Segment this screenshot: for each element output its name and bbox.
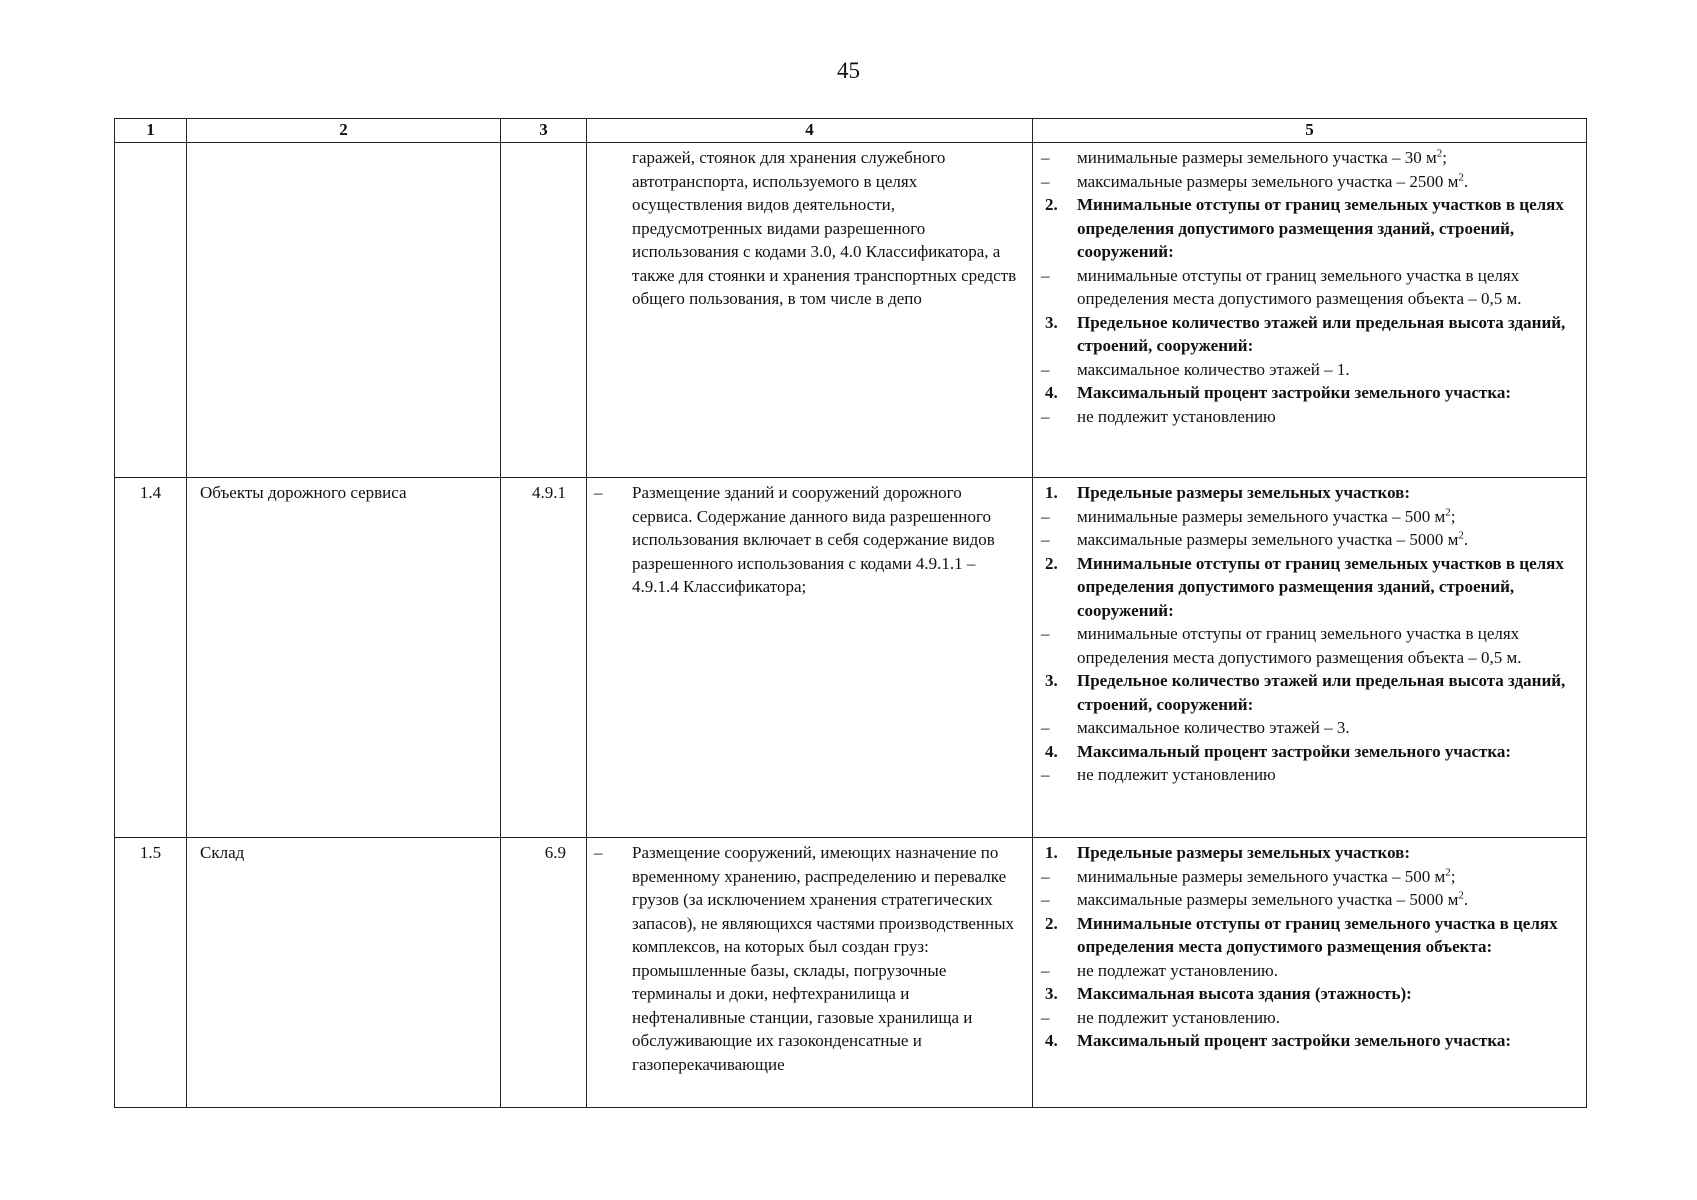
- parameter-text: Максимальный процент застройки земельного участка:: [1077, 741, 1512, 761]
- parameter-marker: –: [1041, 890, 1050, 909]
- parameter-text-wrap: [1077, 170, 1580, 194]
- parameter-text: Максимальный процент застройки земельного участка:: [1077, 1031, 1512, 1050]
- object-name-cell: Склад: [187, 838, 501, 1108]
- parameter-marker: 1.: [1045, 843, 1058, 862]
- parameter-marker: –: [1041, 1007, 1050, 1027]
- row-number-cell: [115, 143, 187, 478]
- parameter-marker: 3.: [1045, 984, 1058, 1003]
- parameter-tail: .: [1463, 530, 1469, 549]
- parameter-text-wrap: [1077, 481, 1580, 505]
- parameter-heading: [1041, 740, 1580, 764]
- description-text: Размещение зданий и сооружений дорожного сервиса. Содержание данного вида разрешенного использования включает в себя содержание видов разрешенного использования с кодами 4.9.1.1 – 4.9.1.4 Классификатора;: [632, 483, 995, 596]
- parameter-tail: .: [1463, 890, 1469, 909]
- parameter-text-wrap: [1077, 146, 1580, 170]
- parameter-text-wrap: [1077, 381, 1580, 405]
- parameter-item: [1041, 716, 1580, 740]
- column-header: 1: [115, 119, 187, 143]
- parameter-text-wrap: [1077, 740, 1580, 764]
- parameter-item: [1041, 622, 1580, 669]
- parameter-text: максимальные размеры земельного участка – 2500 м: [1077, 171, 1459, 191]
- parameter-heading: [1041, 381, 1580, 405]
- parameter-marker: 4.: [1045, 1031, 1058, 1050]
- parameter-marker: –: [1041, 171, 1050, 191]
- parameter-heading: [1041, 912, 1580, 959]
- parameter-marker: 3.: [1045, 671, 1058, 690]
- parameter-text: максимальные размеры земельного участка – 5000 м: [1077, 530, 1459, 549]
- parameter-text-wrap: [1077, 841, 1580, 865]
- parameter-text-wrap: [1077, 264, 1580, 311]
- parameter-tail: .: [1463, 171, 1469, 191]
- parameter-text-wrap: [1077, 622, 1580, 669]
- parameter-text-wrap: [1077, 888, 1580, 912]
- parameter-text: Минимальные отступы от границ земельного участка в целях определения места допустимого размещения объекта:: [1077, 913, 1558, 956]
- column-header: 2: [187, 119, 501, 143]
- description-marker: –: [594, 843, 603, 862]
- parameter-text: минимальные отступы от границ земельного участка в целях определения места допустимого размещения объекта – 0,5 м.: [1077, 624, 1522, 667]
- parameter-item: [1041, 1006, 1580, 1030]
- parameter-text: Предельные размеры земельных участков:: [1077, 843, 1411, 862]
- parameter-heading: [1041, 481, 1580, 505]
- parameter-tail: ;: [1450, 506, 1456, 526]
- parameter-text-wrap: [1077, 763, 1580, 787]
- parameter-text-wrap: [1077, 669, 1580, 716]
- parameters-cell: [1033, 478, 1587, 838]
- parameter-marker: 4.: [1045, 383, 1058, 402]
- description-text: гаражей, стоянок для хранения служебного автотранспорта, используемого в целях осуществления видов деятельности, предусмотренных видами разрешенного использования с кодами 3.0, 4.0 Классификатора, а также для стоянки и хранения транспортных средств общего пользования, в том числе в депо: [632, 148, 1017, 308]
- parameter-item: [1041, 358, 1580, 382]
- parameter-heading: [1041, 841, 1580, 865]
- table-row: [115, 478, 1587, 838]
- parameter-text-wrap: [1077, 716, 1580, 740]
- superscript: 2: [1445, 865, 1451, 878]
- object-name-cell: [187, 143, 501, 478]
- parameter-heading: [1041, 982, 1580, 1006]
- parameter-text-wrap: [1077, 1006, 1580, 1030]
- code-cell: [501, 143, 587, 478]
- row-number-cell: 1.5: [115, 838, 187, 1108]
- superscript: 2: [1445, 505, 1451, 518]
- description-item: [594, 481, 1022, 599]
- row-number-cell: 1.4: [115, 478, 187, 838]
- parameter-marker: –: [1041, 148, 1050, 167]
- column-header: 5: [1033, 119, 1587, 143]
- parameter-text: максимальное количество этажей – 3.: [1077, 718, 1350, 737]
- parameter-text: максимальные размеры земельного участка – 5000 м: [1077, 890, 1459, 909]
- parameter-text-wrap: [1077, 982, 1580, 1006]
- parameter-marker: –: [1041, 960, 1050, 980]
- parameter-text: минимальные размеры земельного участка – 30 м: [1077, 148, 1437, 167]
- parameter-marker: –: [1041, 265, 1050, 285]
- column-header: 3: [501, 119, 587, 143]
- superscript: 2: [1458, 170, 1464, 183]
- table-row: [115, 838, 1587, 1108]
- parameter-heading: [1041, 1029, 1580, 1053]
- parameter-marker: 1.: [1045, 483, 1058, 502]
- parameter-marker: –: [1041, 718, 1050, 737]
- parameter-text-wrap: [1077, 528, 1580, 552]
- description-cell: [587, 478, 1033, 838]
- parameter-text-wrap: [1077, 311, 1580, 358]
- parameter-text-wrap: [1077, 912, 1580, 959]
- parameter-tail: ;: [1450, 866, 1456, 886]
- parameter-heading: [1041, 193, 1580, 264]
- parameter-text-wrap: [1077, 959, 1580, 983]
- parameter-item: [1041, 959, 1580, 983]
- parameter-text: Максимальный процент застройки земельного участка:: [1077, 383, 1512, 402]
- parameter-marker: 4.: [1045, 741, 1058, 761]
- parameter-item: [1041, 505, 1580, 529]
- description-marker: [594, 146, 632, 311]
- parameter-item: [1041, 405, 1580, 429]
- parameter-text-wrap: [1077, 1029, 1580, 1053]
- description-cell: [587, 838, 1033, 1108]
- description-item: [594, 841, 1022, 1076]
- parameter-text-wrap: [1077, 405, 1580, 429]
- parameter-text-wrap: [1077, 193, 1580, 264]
- parameter-item: [1041, 763, 1580, 787]
- parameter-text-wrap: [1077, 865, 1580, 889]
- parameter-text: Максимальная высота здания (этажность):: [1077, 984, 1412, 1003]
- parameter-marker: –: [1041, 624, 1050, 643]
- parameter-item: [1041, 170, 1580, 194]
- parameter-text: Предельное количество этажей или предельная высота зданий, строений, сооружений:: [1077, 312, 1566, 355]
- parameter-marker: –: [1041, 359, 1050, 379]
- superscript: 2: [1458, 529, 1464, 542]
- parameter-text-wrap: [1077, 358, 1580, 382]
- column-header: 4: [587, 119, 1033, 143]
- parameter-item: [1041, 146, 1580, 170]
- parameter-item: [1041, 264, 1580, 311]
- table-header-row: [115, 119, 1587, 143]
- object-name-cell: Объекты дорожного сервиса: [187, 478, 501, 838]
- description-item: [594, 146, 1022, 311]
- parameter-marker: 2.: [1045, 913, 1058, 933]
- parameter-item: [1041, 865, 1580, 889]
- parameter-text: не подлежат установлению.: [1077, 960, 1279, 980]
- parameter-text: минимальные размеры земельного участка – 500 м: [1077, 506, 1446, 526]
- parameter-item: [1041, 888, 1580, 912]
- code-cell: 4.9.1: [501, 478, 587, 838]
- parameter-text: Предельные размеры земельных участков:: [1077, 483, 1411, 502]
- parameter-heading: [1041, 552, 1580, 623]
- parameter-heading: [1041, 669, 1580, 716]
- parameter-marker: –: [1041, 866, 1050, 886]
- parameter-marker: 3.: [1045, 312, 1058, 332]
- parameter-text: максимальное количество этажей – 1.: [1077, 359, 1350, 379]
- parameters-cell: [1033, 143, 1587, 478]
- parameter-tail: ;: [1442, 148, 1447, 167]
- regulations-table: [114, 118, 1587, 1108]
- description-cell: [587, 143, 1033, 478]
- superscript: 2: [1436, 147, 1443, 160]
- description-text: Размещение сооружений, имеющих назначение по временному хранению, распределению и перевалке грузов (за исключением хранения стратегических запасов), не являющихся частями производственных комплексов, на которых был создан груз: промышленные базы, склады, погрузочные терминалы и доки, нефтехранилища и нефтеналивные станции, газовые хранилища и обслуживающие их газоконденсатные и газоперекачивающие: [632, 843, 1015, 1074]
- parameter-marker: 2.: [1045, 553, 1058, 573]
- parameters-cell: [1033, 838, 1587, 1108]
- parameter-text: минимальные размеры земельного участка – 500 м: [1077, 866, 1446, 886]
- parameter-marker: –: [1041, 406, 1050, 426]
- parameter-text: не подлежит установлению: [1077, 765, 1276, 784]
- parameter-text: минимальные отступы от границ земельного участка в целях определения места допустимого размещения объекта – 0,5 м.: [1077, 265, 1522, 308]
- superscript: 2: [1458, 889, 1464, 902]
- parameter-text: Минимальные отступы от границ земельных участков в целях определения допустимого размещения зданий, строений, сооружений:: [1077, 195, 1564, 261]
- parameter-marker: 2.: [1045, 195, 1058, 214]
- parameter-marker: –: [1041, 530, 1050, 549]
- parameter-item: [1041, 528, 1580, 552]
- table-row: [115, 143, 1587, 478]
- parameter-text: Предельное количество этажей или предельная высота зданий, строений, сооружений:: [1077, 671, 1566, 714]
- code-cell: 6.9: [501, 838, 587, 1108]
- page-number: 45: [837, 58, 860, 83]
- parameter-text: Минимальные отступы от границ земельных участков в целях определения допустимого размещения зданий, строений, сооружений:: [1077, 553, 1564, 620]
- description-marker: –: [594, 483, 603, 502]
- parameter-marker: –: [1041, 765, 1050, 784]
- parameter-text-wrap: [1077, 552, 1580, 623]
- parameter-text-wrap: [1077, 505, 1580, 529]
- parameter-marker: –: [1041, 506, 1050, 526]
- parameter-text: не подлежит установлению.: [1077, 1007, 1281, 1027]
- parameter-heading: [1041, 311, 1580, 358]
- parameter-text: не подлежит установлению: [1077, 406, 1276, 426]
